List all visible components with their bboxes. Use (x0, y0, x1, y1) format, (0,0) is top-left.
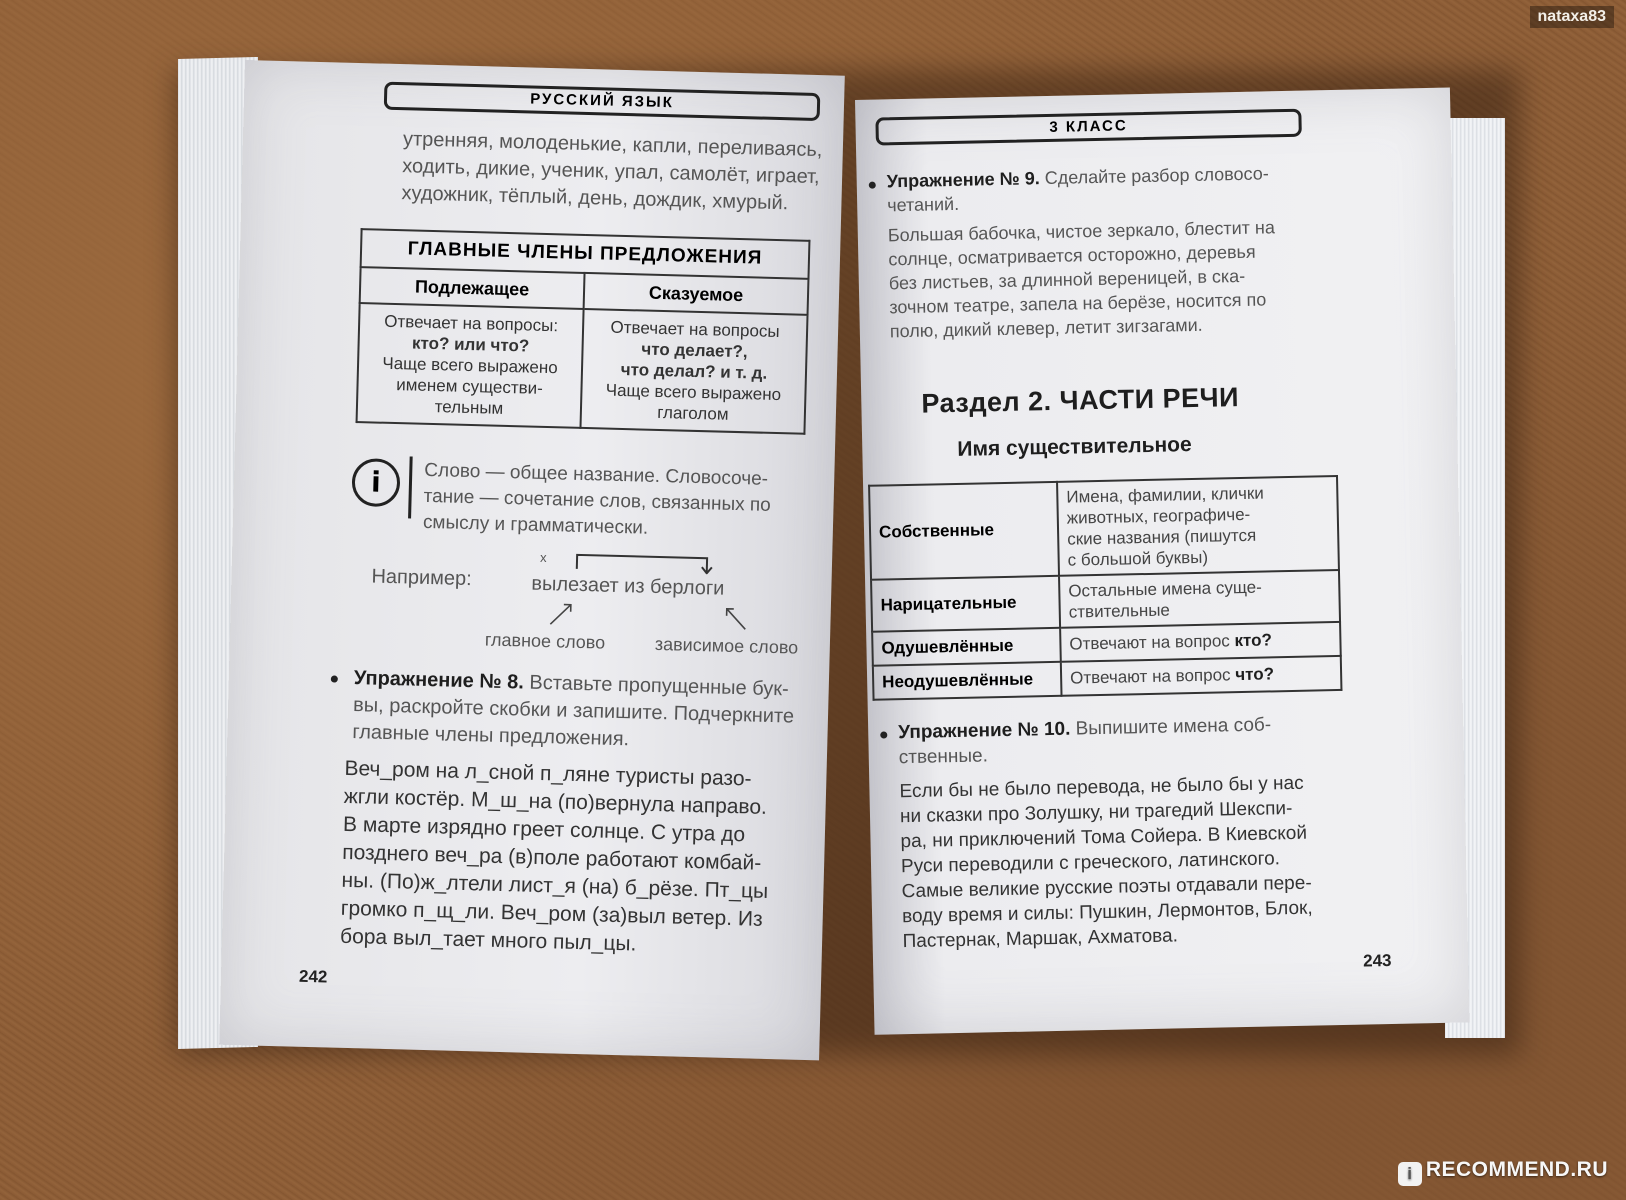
main-parts-table (356, 228, 811, 435)
left-page-number: 242 (298, 966, 328, 987)
example-label: Например: (371, 565, 473, 591)
exercise10-text-5: Самые великие русские поэты отдавали пере- (901, 872, 1312, 903)
exercise8-text-2: жгли костёр. М_ш_на (по)вернула направо. (343, 784, 768, 819)
exercise10-task-1: Выпишите имена соб- (1075, 714, 1272, 740)
dependent-word-caption: зависимое слово (654, 633, 799, 658)
exercise9-text-2: солнце, осматривается осторожно, деревья (888, 241, 1256, 270)
exercise8-text-3: В марте изрядно греет солнце. С утра до (342, 812, 746, 847)
recommend-watermark (1398, 1158, 1608, 1186)
exercise8-text-6: громко п_щ_ли. Веч_ром (за)выл ветер. Из (340, 896, 763, 931)
info-icon: i (351, 458, 400, 507)
info-line-3: смыслу и грамматически. (422, 511, 649, 539)
exercise10-task-line-2: ственные. (898, 745, 989, 769)
info-divider (408, 456, 413, 518)
right-page (855, 88, 1469, 1035)
exercise9-task-1: Сделайте разбор словосо- (1044, 163, 1269, 189)
exercise9-text-5: полю, дикий клевер, летит зигзагами. (889, 314, 1203, 342)
noun-types-table (868, 475, 1342, 701)
exercise8-text-5: ны. (По)ж_лтели лист_я (на) б_рёзе. Пт_цы (341, 868, 769, 903)
exercise8-task-line-2: вы, раскройте скобки и запишите. Подчеркните (352, 694, 795, 728)
right-header: 3 КЛАСС (875, 109, 1301, 146)
example-mark: x (539, 549, 547, 566)
exercise10-task-line-1 (898, 711, 1271, 746)
intro-line-3: художник, тёплый, день, дождик, хмурый. (401, 182, 789, 215)
section-title: Раздел 2. ЧАСТИ РЕЧИ (921, 382, 1240, 419)
subject-description: Отвечает на вопросы: кто? или что? Чаще всего выражено именем существи- тельным (357, 303, 584, 428)
exercise10-text-2: ни сказки про Золушку, ни трагедий Шекспи- (899, 797, 1293, 828)
noun-desc-inanimate: Отвечают на вопрос что? (1061, 656, 1342, 696)
subsection-title: Имя существительное (957, 433, 1192, 461)
left-page (219, 60, 845, 1060)
intro-line-2: ходить, дикие, ученик, упал, самолёт, играет, (401, 155, 820, 189)
noun-term-proper: Собственные (869, 482, 1059, 580)
main-parts-table-title: ГЛАВНЫЕ ЧЛЕНЫ ПРЕДЛОЖЕНИЯ (361, 229, 810, 279)
exercise10-text-4: Руси переводили с греческого, латинского. (900, 848, 1281, 878)
example-link-bracket (572, 551, 722, 575)
info-line-2: тание — сочетание слов, связанных по (423, 485, 772, 516)
exercise9-text-1: Большая бабочка, чистое зеркало, блестит на (887, 217, 1276, 246)
exercise10-text-6: воду время и силы: Пушкин, Лермонтов, Блок, (901, 897, 1313, 928)
exercise9-task-line-2: четаний. (887, 193, 960, 216)
noun-term-inanimate: Неодушевлённые (873, 662, 1062, 700)
noun-desc-animate: Отвечают на вопрос кто? (1060, 622, 1341, 662)
main-word-caption: главное слово (484, 629, 606, 653)
exercise10-text-1: Если бы не было перевода, не было бы у нас (899, 772, 1304, 803)
noun-desc-proper: Имена, фамилии, клички животных, географиче- ские названия (пишутся с большой буквы) (1057, 476, 1339, 576)
intro-line-1: утренняя, молоденькие, капли, переливаясь, (402, 128, 823, 162)
recommend-logo-icon: i (1398, 1162, 1422, 1186)
info-line-1: Слово — общее название. Словосоче- (424, 459, 769, 490)
left-header: РУССКИЙ ЯЗЫК (384, 82, 821, 121)
exercise10-text-3: ра, ни приключений Тома Сойера. В Киевской (900, 822, 1308, 853)
exercise9-task-line-1 (886, 161, 1269, 193)
exercise8-bullet (331, 675, 338, 682)
subject-header: Подлежащее (360, 267, 585, 309)
exercise9-bullet (869, 182, 876, 189)
example-phrase: вылезает из берлоги (531, 572, 725, 600)
noun-term-animate: Одушевлённые (872, 628, 1061, 666)
exercise8-text-7: бора выл_тает много пыл_цы. (339, 924, 637, 956)
noun-desc-common: Остальные имена суще- ствительные (1059, 570, 1340, 628)
exercise10-bullet (880, 731, 887, 738)
right-page-number: 243 (1362, 950, 1392, 971)
exercise9-text-3: без листьев, за длинной вереницей, в ска- (888, 265, 1246, 294)
noun-row-proper (869, 476, 1339, 580)
recommend-watermark-text: RECOMMEND.RU (1425, 1158, 1608, 1181)
exercise9-title: Упражнение № 9. (886, 168, 1040, 192)
predicate-header: Сказуемое (584, 273, 809, 315)
exercise9-text-4: зочном театре, запела на берёзе, носится по (889, 289, 1267, 318)
exercise10-title: Упражнение № 10. (898, 718, 1071, 744)
exercise8-task-line-3: главные члены предложения. (352, 721, 630, 751)
predicate-description: Отвечает на вопросы что делает?, что делал? и т. д. Чаще всего выражено глаголом (580, 309, 807, 434)
exercise8-task-1: Вставьте пропущенные бук- (529, 671, 789, 701)
watermark-user: nataxa83 (1530, 6, 1615, 28)
exercise8-title: Упражнение № 8. (353, 667, 525, 694)
noun-term-common: Нарицательные (871, 576, 1060, 632)
exercise8-text-4: позднего веч_ра (в)поле работают комбай- (341, 840, 762, 875)
exercise10-text-7: Пастернак, Маршак, Ахматова. (902, 925, 1179, 953)
exercise8-text-1: Веч_ром на л_сной п_ляне туристы разо- (344, 756, 752, 791)
